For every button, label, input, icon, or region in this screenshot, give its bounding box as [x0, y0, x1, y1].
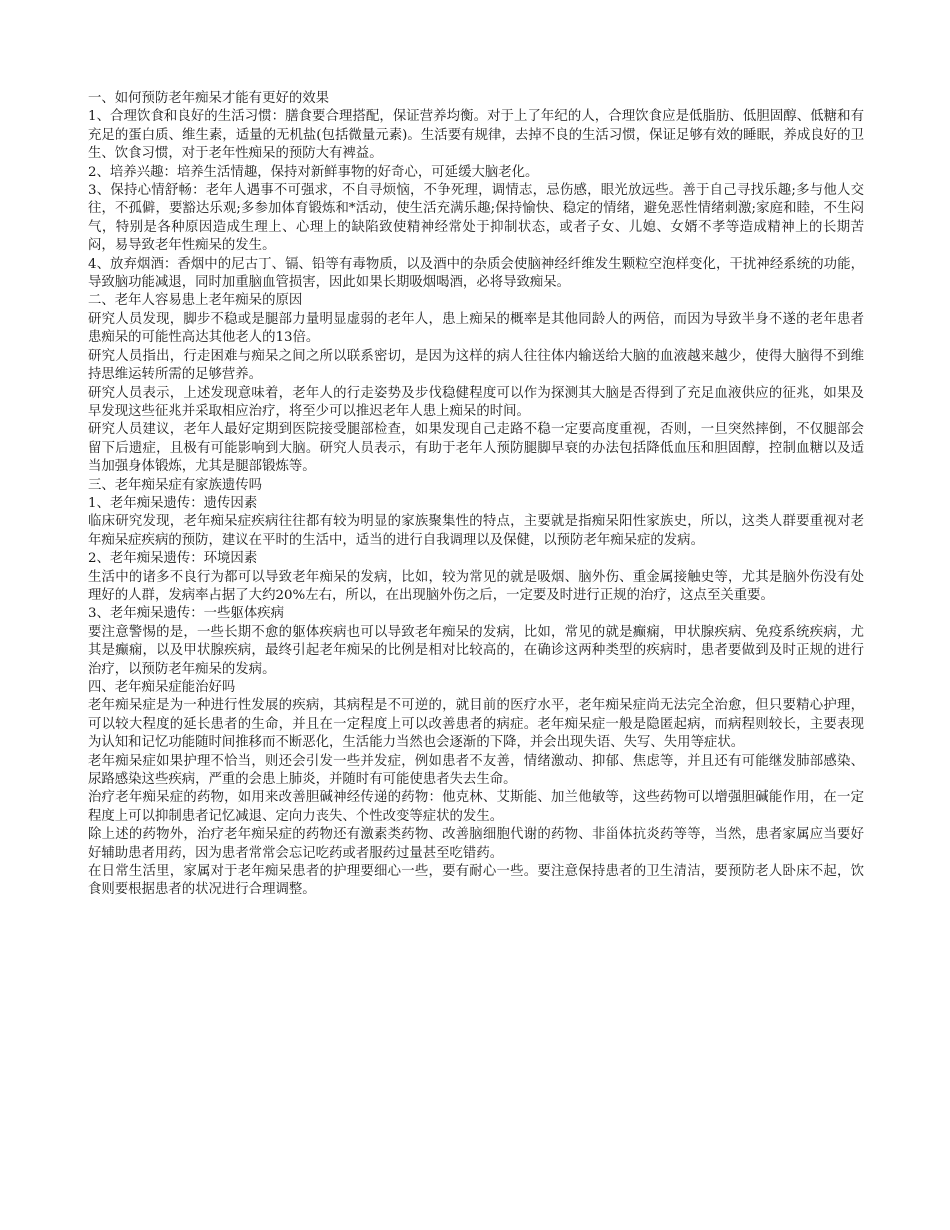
- paragraph: 3、保持心情舒畅：老年人遇事不可强求，不自寻烦恼，不争死理，调情志，忌伤感，眼光放远些。善于自己寻找乐趣;多与他人交往，不孤僻，要豁达乐观;多参加体育锻炼和*活动，使生活充满乐趣;保持愉快、稳定的情绪，避免恶性情绪刺激;家庭和睦，不生闷气，特别是各种原因造成生理上、心理上的缺陷致使精神经常处于抑制状态，或者子女、儿媳、女婿不孝等造成精神上的长期苦闷，易导致老年性痴呆的发生。: [88, 183, 864, 254]
- section-heading-2: 二、老年人容易患上老年痴呆的原因: [88, 293, 303, 309]
- subsection-heading: 2、老年痴呆遗传：环境因素: [88, 551, 258, 567]
- document-body: [88, 90, 864, 900]
- subsection-heading: 1、老年痴呆遗传：遗传因素: [88, 495, 258, 511]
- paragraph: 在日常生活里，家属对于老年痴呆患者的护理要细心一些，要有耐心一些。要注意保持患者的卫生清洁，要预防老人卧床不起，饮食则要根据患者的状况进行合理调整。: [88, 864, 864, 898]
- paragraph: 2、培养兴趣：培养生活情趣，保持对新鲜事物的好奇心，可延缓大脑老化。: [88, 164, 539, 180]
- paragraph: 1、合理饮食和良好的生活习惯：膳食要合理搭配，保证营养均衡。对于上了年纪的人，合理饮食应是低脂肪、低胆固醇、低糖和有充足的蛋白质、维生素，适量的无机盐(包括微量元素)。生活要有规律，去掉不良的生活习惯，保证足够有效的睡眠，养成良好的卫生、饮食习惯，对于老年性痴呆的预防大有裨益。: [88, 109, 864, 162]
- paragraph: 生活中的诸多不良行为都可以导致老年痴呆的发病，比如，较为常见的就是吸烟、脑外伤、重金属接触史等，尤其是脑外伤没有处理好的人群，发病率占据了大约20%左右，所以，在出现脑外伤之后，一定要及时进行正规的治疗，这点至关重要。: [88, 569, 864, 603]
- paragraph: 治疗老年痴呆症的药物，如用来改善胆碱神经传递的药物：他克林、艾斯能、加兰他敏等，这些药物可以增强胆碱能作用，在一定程度上可以抑制患者记忆减退、定向力丧失、个性改变等症状的发生。: [88, 790, 864, 824]
- subsection-heading: 3、老年痴呆遗传：一些躯体疾病: [88, 606, 284, 622]
- section-heading-3: 三、老年痴呆症有家族遗传吗: [88, 477, 263, 493]
- paragraph: 4、放弃烟酒：香烟中的尼古丁、镉、铅等有毒物质，以及酒中的杂质会使脑神经纤维发生颗粒空泡样变化，干扰神经系统的功能，导致脑功能减退，同时加重脑血管损害，因此如果长期吸烟喝酒，必将导致痴呆。: [88, 256, 864, 291]
- paragraph: 研究人员表示，上述发现意味着，老年人的行走姿势及步伐稳健程度可以作为探测其大脑是否得到了充足血液供应的征兆，如果及早发现这些征兆并采取相应治疗，将至少可以推迟老年人患上痴呆的时间。: [88, 385, 864, 419]
- section-heading-1: 一、如何预防老年痴呆才能有更好的效果: [88, 91, 330, 106]
- paragraph: 研究人员发现，脚步不稳或是腿部力量明显虚弱的老年人，患上痴呆的概率是其他同龄人的两倍，而因为导致半身不遂的老年患者患痴呆的可能性高达其他老人的13倍。: [88, 311, 864, 346]
- paragraph: 临床研究发现，老年痴呆症疾病往往都有较为明显的家族聚集性的特点，主要就是指痴呆阳性家族史，所以，这类人群要重视对老年痴呆症疾病的预防，建议在平时的生活中，适当的进行自我调理以及保健，以预防老年痴呆症的发病。: [88, 514, 864, 548]
- paragraph: 除上述的药物外，治疗老年痴呆症的药物还有激素类药物、改善脑细胞代谢的药物、非甾体抗炎药等等，当然，患者家属应当要好好辅助患者用药，因为患者常常会忘记吃药或者服药过量甚至吃错药。: [88, 827, 864, 861]
- paragraph: 研究人员指出，行走困难与痴呆之间之所以联系密切，是因为这样的病人往往体内输送给大脑的血液越来越少，使得大脑得不到维持思维运转所需的足够营养。: [88, 348, 864, 383]
- paragraph: 研究人员建议，老年人最好定期到医院接受腿部检查，如果发现自己走路不稳一定要高度重视，否则，一旦突然摔倒，不仅腿部会留下后遗症，且极有可能影响到大脑。研究人员表示，有助于老年人预防腿脚早衰的办法包括降低血压和胆固醇，控制血糖以及适当加强身体锻炼，尤其是腿部锻炼等。: [88, 422, 864, 475]
- paragraph: 老年痴呆症如果护理不恰当，则还会引发一些并发症，例如患者不友善，情绪激动、抑郁、焦虑等，并且还有可能继发肺部感染、尿路感染这些疾病，严重的会患上肺炎，并随时有可能使患者失去生命。: [88, 753, 864, 788]
- section-heading-4: 四、老年痴呆症能治好吗: [88, 680, 236, 695]
- paragraph: 要注意警惕的是，一些长期不愈的躯体疾病也可以导致老年痴呆的发病，比如，常见的就是癫痫，甲状腺疾病、免疫系统疾病，尤其是癫痫，以及甲状腺疾病，最终引起老年痴呆的比例是相对比较高的，在确诊这两种类型的疾病时，患者要做到及时正规的进行治疗，以预防老年痴呆的发病。: [88, 624, 864, 677]
- paragraph: 老年痴呆症是为一种进行性发展的疾病，其病程是不可逆的，就目前的医疗水平，老年痴呆症尚无法完全治愈，但只要精心护理，可以较大程度的延长患者的生命，并且在一定程度上可以改善患者的病症。老年痴呆症一般是隐匿起病，而病程则较长，主要表现为认知和记忆功能随时间推移而不断恶化，生活能力当然也会逐渐的下降，并会出现失语、失写、失用等症状。: [88, 698, 864, 751]
